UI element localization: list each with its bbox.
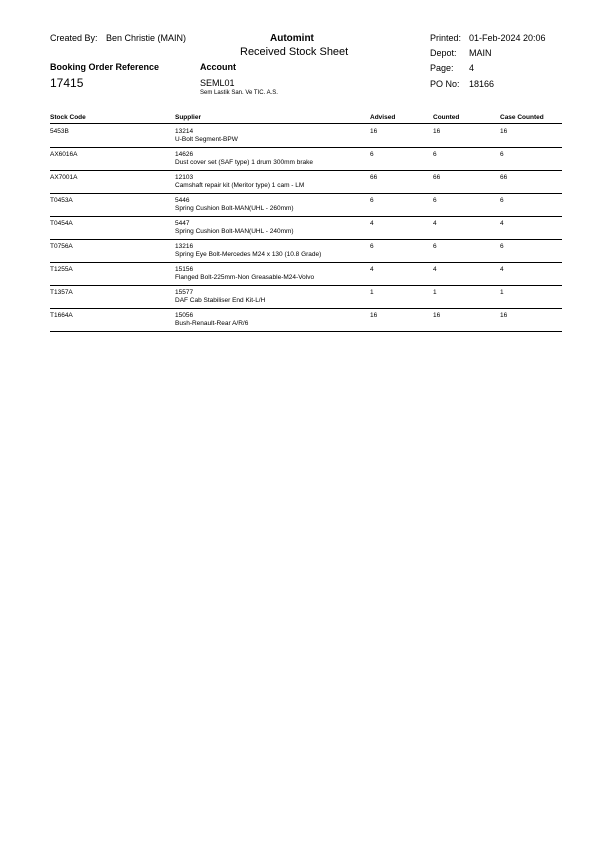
- stock-code: T1357A: [50, 289, 73, 296]
- case-counted-qty: 1: [500, 289, 504, 296]
- counted-qty: 6: [433, 197, 437, 204]
- advised-qty: 6: [370, 243, 374, 250]
- counted-qty: 16: [433, 312, 441, 319]
- table-row: [50, 240, 562, 263]
- item-description: Camshaft repair kit (Meritor type) 1 cam - LM: [175, 182, 305, 189]
- table-row: [50, 194, 562, 217]
- item-description: DAF Cab Stabiliser End Kit-L/H: [175, 297, 266, 304]
- created-by-label: Created By:: [50, 33, 98, 43]
- supplier-code: 15577: [175, 289, 194, 296]
- item-description: Spring Cushion Bolt-MAN(UHL - 240mm): [175, 228, 294, 235]
- table-row: [50, 286, 562, 309]
- advised-qty: 16: [370, 128, 378, 135]
- counted-qty: 66: [433, 174, 441, 181]
- table-header: [50, 113, 562, 124]
- item-description: Dust cover set (SAF type) 1 drum 300mm brake: [175, 159, 313, 166]
- item-description: U-Bolt Segment-BPW: [175, 136, 238, 143]
- item-description: Spring Cushion Bolt-MAN(UHL - 260mm): [175, 205, 294, 212]
- supplier-code: 14626: [175, 151, 194, 158]
- supplier-code: 5447: [175, 220, 190, 227]
- advised-qty: 4: [370, 220, 374, 227]
- printed-value: 01-Feb-2024 20:06: [469, 33, 546, 43]
- case-counted-qty: 16: [500, 128, 508, 135]
- col-stock-code: Stock Code: [50, 114, 86, 121]
- counted-qty: 6: [433, 151, 437, 158]
- advised-qty: 66: [370, 174, 378, 181]
- col-case-counted: Case Counted: [500, 114, 544, 121]
- depot-label: Depot:: [430, 48, 457, 58]
- stock-code: 5453B: [50, 128, 69, 135]
- supplier-code: 15056: [175, 312, 194, 319]
- table-row: [50, 125, 562, 148]
- counted-qty: 4: [433, 266, 437, 273]
- stock-code: T1255A: [50, 266, 73, 273]
- account-name: Sem Lastik San. Ve TIC. A.S.: [200, 90, 278, 96]
- case-counted-qty: 66: [500, 174, 508, 181]
- supplier-code: 13216: [175, 243, 194, 250]
- counted-qty: 6: [433, 243, 437, 250]
- account-value: SEML01: [200, 78, 235, 88]
- stock-code: T1664A: [50, 312, 73, 319]
- counted-qty: 16: [433, 128, 441, 135]
- case-counted-qty: 16: [500, 312, 508, 319]
- depot-value: MAIN: [469, 48, 492, 58]
- col-advised: Advised: [370, 114, 396, 121]
- stock-code: T0756A: [50, 243, 73, 250]
- col-supplier: Supplier: [175, 114, 202, 121]
- advised-qty: 16: [370, 312, 378, 319]
- case-counted-qty: 6: [500, 197, 504, 204]
- printed-label: Printed:: [430, 33, 462, 43]
- table-row: [50, 148, 562, 171]
- table-row: [50, 217, 562, 240]
- supplier-code: 13214: [175, 128, 194, 135]
- supplier-code: 5446: [175, 197, 190, 204]
- case-counted-qty: 4: [500, 266, 504, 273]
- booking-ref-label: Booking Order Reference: [50, 62, 160, 72]
- supplier-code: 12103: [175, 174, 194, 181]
- item-description: Bush-Renault-Rear A/R/6: [175, 320, 249, 327]
- table-row: [50, 263, 562, 286]
- sheet-title: Received Stock Sheet: [240, 46, 349, 58]
- stock-code: T0453A: [50, 197, 73, 204]
- counted-qty: 4: [433, 220, 437, 227]
- po-label: PO No:: [430, 79, 460, 89]
- advised-qty: 6: [370, 197, 374, 204]
- account-label: Account: [200, 62, 236, 72]
- page-value: 4: [469, 63, 475, 73]
- table-row: [50, 309, 562, 332]
- stock-code: AX7001A: [50, 174, 78, 181]
- table-row: [50, 171, 562, 194]
- item-description: Flanged Bolt-225mm-Non Greasable-M24-Volvo: [175, 274, 315, 281]
- counted-qty: 1: [433, 289, 437, 296]
- case-counted-qty: 6: [500, 151, 504, 158]
- company-name: Automint: [270, 33, 314, 44]
- created-by-value: Ben Christie (MAIN): [106, 33, 187, 43]
- item-description: Spring Eye Bolt-Mercedes M24 x 130 (10.8 Grade): [175, 251, 322, 258]
- advised-qty: 4: [370, 266, 374, 273]
- booking-ref-value: 17415: [50, 76, 84, 90]
- case-counted-qty: 4: [500, 220, 504, 227]
- po-value: 18166: [469, 79, 495, 89]
- stock-table-body: [50, 125, 562, 332]
- page-label: Page:: [430, 63, 454, 73]
- stock-code: T0454A: [50, 220, 73, 227]
- supplier-code: 15156: [175, 266, 194, 273]
- stock-code: AX6016A: [50, 151, 78, 158]
- advised-qty: 1: [370, 289, 374, 296]
- advised-qty: 6: [370, 151, 374, 158]
- case-counted-qty: 6: [500, 243, 504, 250]
- col-counted: Counted: [433, 114, 460, 121]
